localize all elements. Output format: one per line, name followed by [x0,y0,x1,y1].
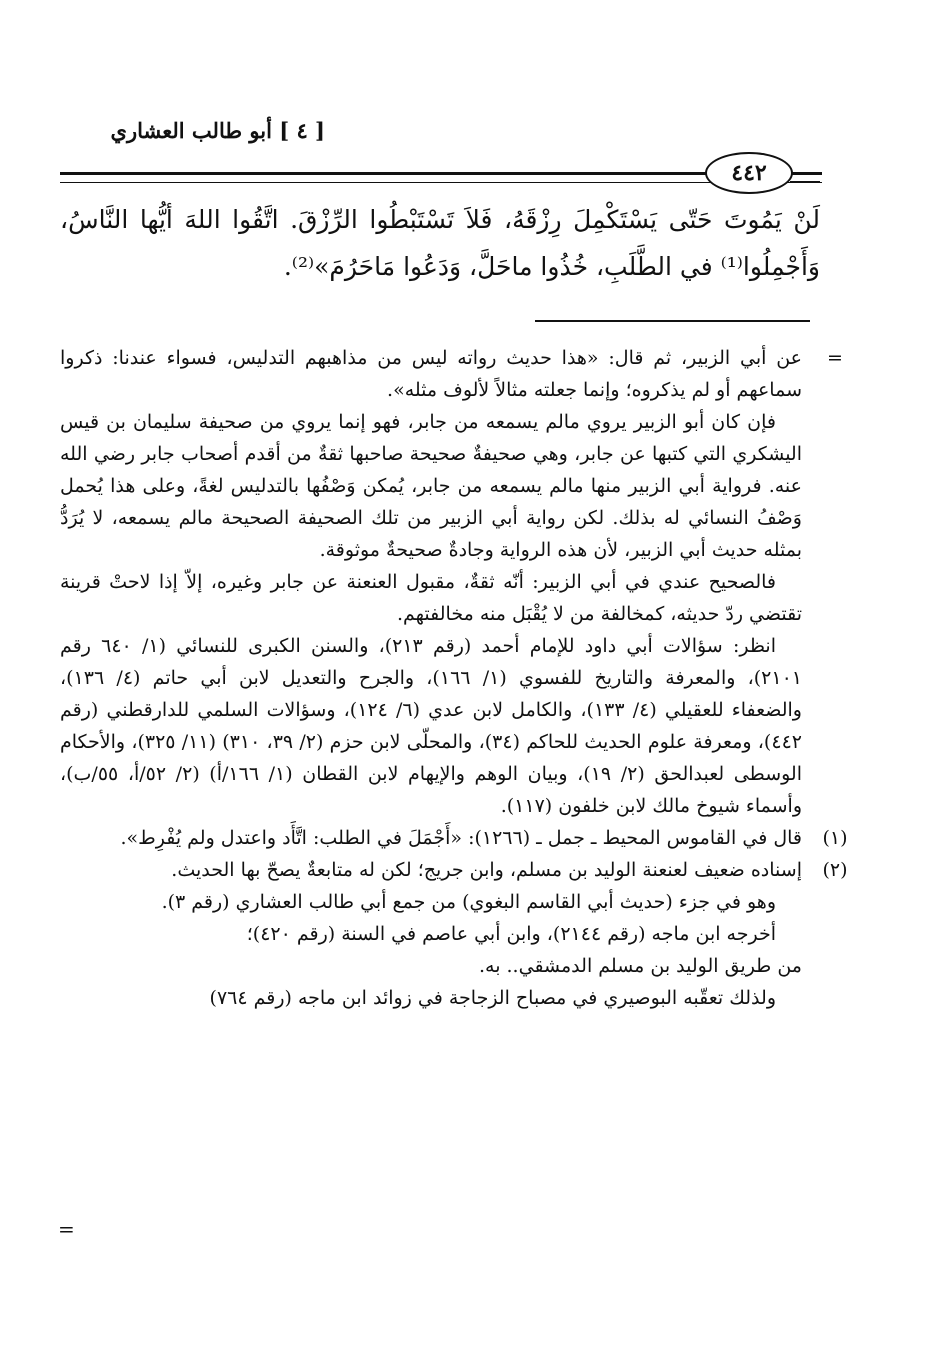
note-paragraph: عن أبي الزبير، ثم قال: «هذا حديث رواته ليس من مذاهبهم التدليس، فسواء عندنا: ذكروا سماعهم أو لم يذكروه؛ وإنما جعلته مثالاً لألوف مثله». [60,347,802,401]
footnote-2 [60,854,860,1014]
footnotes [60,342,860,1014]
note-paragraph: وهو في جزء (حديث أبي القاسم البغوي) من جمع أبي طالب العشاري (رقم ٣). [161,891,776,913]
footnote-rule [535,320,810,322]
note-paragraph: إسناده ضعيف لعنعنة الوليد بن مسلم، وابن جريج؛ لكن له متابعةٌ يصحّ بها الحديث. [171,859,802,881]
continuation-marker-end: = [58,1217,75,1241]
main-paragraph: لَنْ يَمُوتَ حَتّى يَسْتَكْمِلَ رِزْقَهُ، فَلاَ تَسْتَبْطُوا الرِّزْقَ. اتَّقُوا اللهَ أيُّها النَّاسُ، وَأَجْمِلُوا⁽¹⁾ في الطَّلَبِ، خُذُوا ماحَلَّ، وَدَعُوا مَاحَرُمَ»⁽²⁾. [60,205,820,281]
note-paragraph: فإن كان أبو الزبير يروي مالم يسمعه من جابر، فهو إنما يروي من صحيفة سليمان بن قيس اليشكري التي كتبها عن جابر، وهي صحيفةٌ صحيحة صاحبها ثقةٌ من أقدم أصحاب جابر رضي الله عنه. فرواية أبي الزبير منها مالم يسمعه من جابر، يُمكن وَصْفُها بالتدليس لغةً، وعلى هذا يُحمل وَصْفُ النسائي له بذلك. لكن رواية أبي الزبير من تلك الصحيفة الصحيحة مالم يسمعه، لا يُرَدُّ بمثله حديث أبي الزبير، لأن هذه الرواية وجادةٌ صحيحةٌ موثوقة. [60,411,802,561]
header-rule-right [790,172,820,183]
main-text [60,196,820,290]
note-paragraph: فالصحيح عندي في أبي الزبير: أنّه ثقةٌ، مقبول العنعنة عن جابر وغيره، إلاّ إذا لاحتْ قرينة تقتضي ردّ حديثه، كمخالفة من لا يُقْبَل منه مخالفتهم. [60,571,802,625]
footnote-marker: (١) [822,827,848,849]
footnote-marker: (٢) [822,859,848,881]
running-head: [ ٤ ] أبو طالب العشاري [110,118,325,143]
continuation-marker: = [827,347,843,369]
continued-note [60,342,860,822]
note-paragraph: ولذلك تعقّبه البوصيري في مصباح الزجاجة في زوائد ابن ماجه (رقم ٧٦٤) [209,987,776,1009]
page-number: ٤٤٢ [705,152,793,194]
note-paragraph: من طريق الوليد بن مسلم الدمشقي.. به. [478,955,802,977]
footnote-1 [60,822,860,854]
note-paragraph: قال في القاموس المحيط ـ جمل ـ (١٢٦٦): «أَجْمَلَ في الطلب: اتَّأَد واعتدل ولم يُفْرِط». [120,827,802,849]
note-paragraph: أخرجه ابن ماجه (رقم ٢١٤٤)، وابن أبي عاصم في السنة (رقم ٤٢٠)؛ [246,923,776,945]
note-paragraph: انظر: سؤالات أبي داود للإمام أحمد (رقم ٢١٣)، والسنن الكبرى للنسائي (١/ ٦٤٠ رقم ٢١٠١)، والمعرفة والتاريخ للفسوي (١/ ١٦٦)، والجرح والتعديل لابن أبي حاتم (٤/ ١٣٦)، والضعفاء للعقيلي (٤/ ١٣٣)، والكامل لابن عدي (٦/ ١٢٤)، وسؤالات السلمي للدارقطني (رقم ٤٤٢)، ومعرفة علوم الحديث للحاكم (٣٤)، والمحلّى لابن حزم (٢/ ٣٩، ٣١٠) (١١/ ٣٢٥)، والأحكام الوسطى لعبدالحق (٢/ ١٩)، وبيان الوهم والإيهام لابن القطان (١/ ١٦٦/أ) (٢/ ٥٢/أ، ٥٥/ب)، وأسماء شيوخ مالك لابن خلفون (١١٧). [60,635,802,817]
